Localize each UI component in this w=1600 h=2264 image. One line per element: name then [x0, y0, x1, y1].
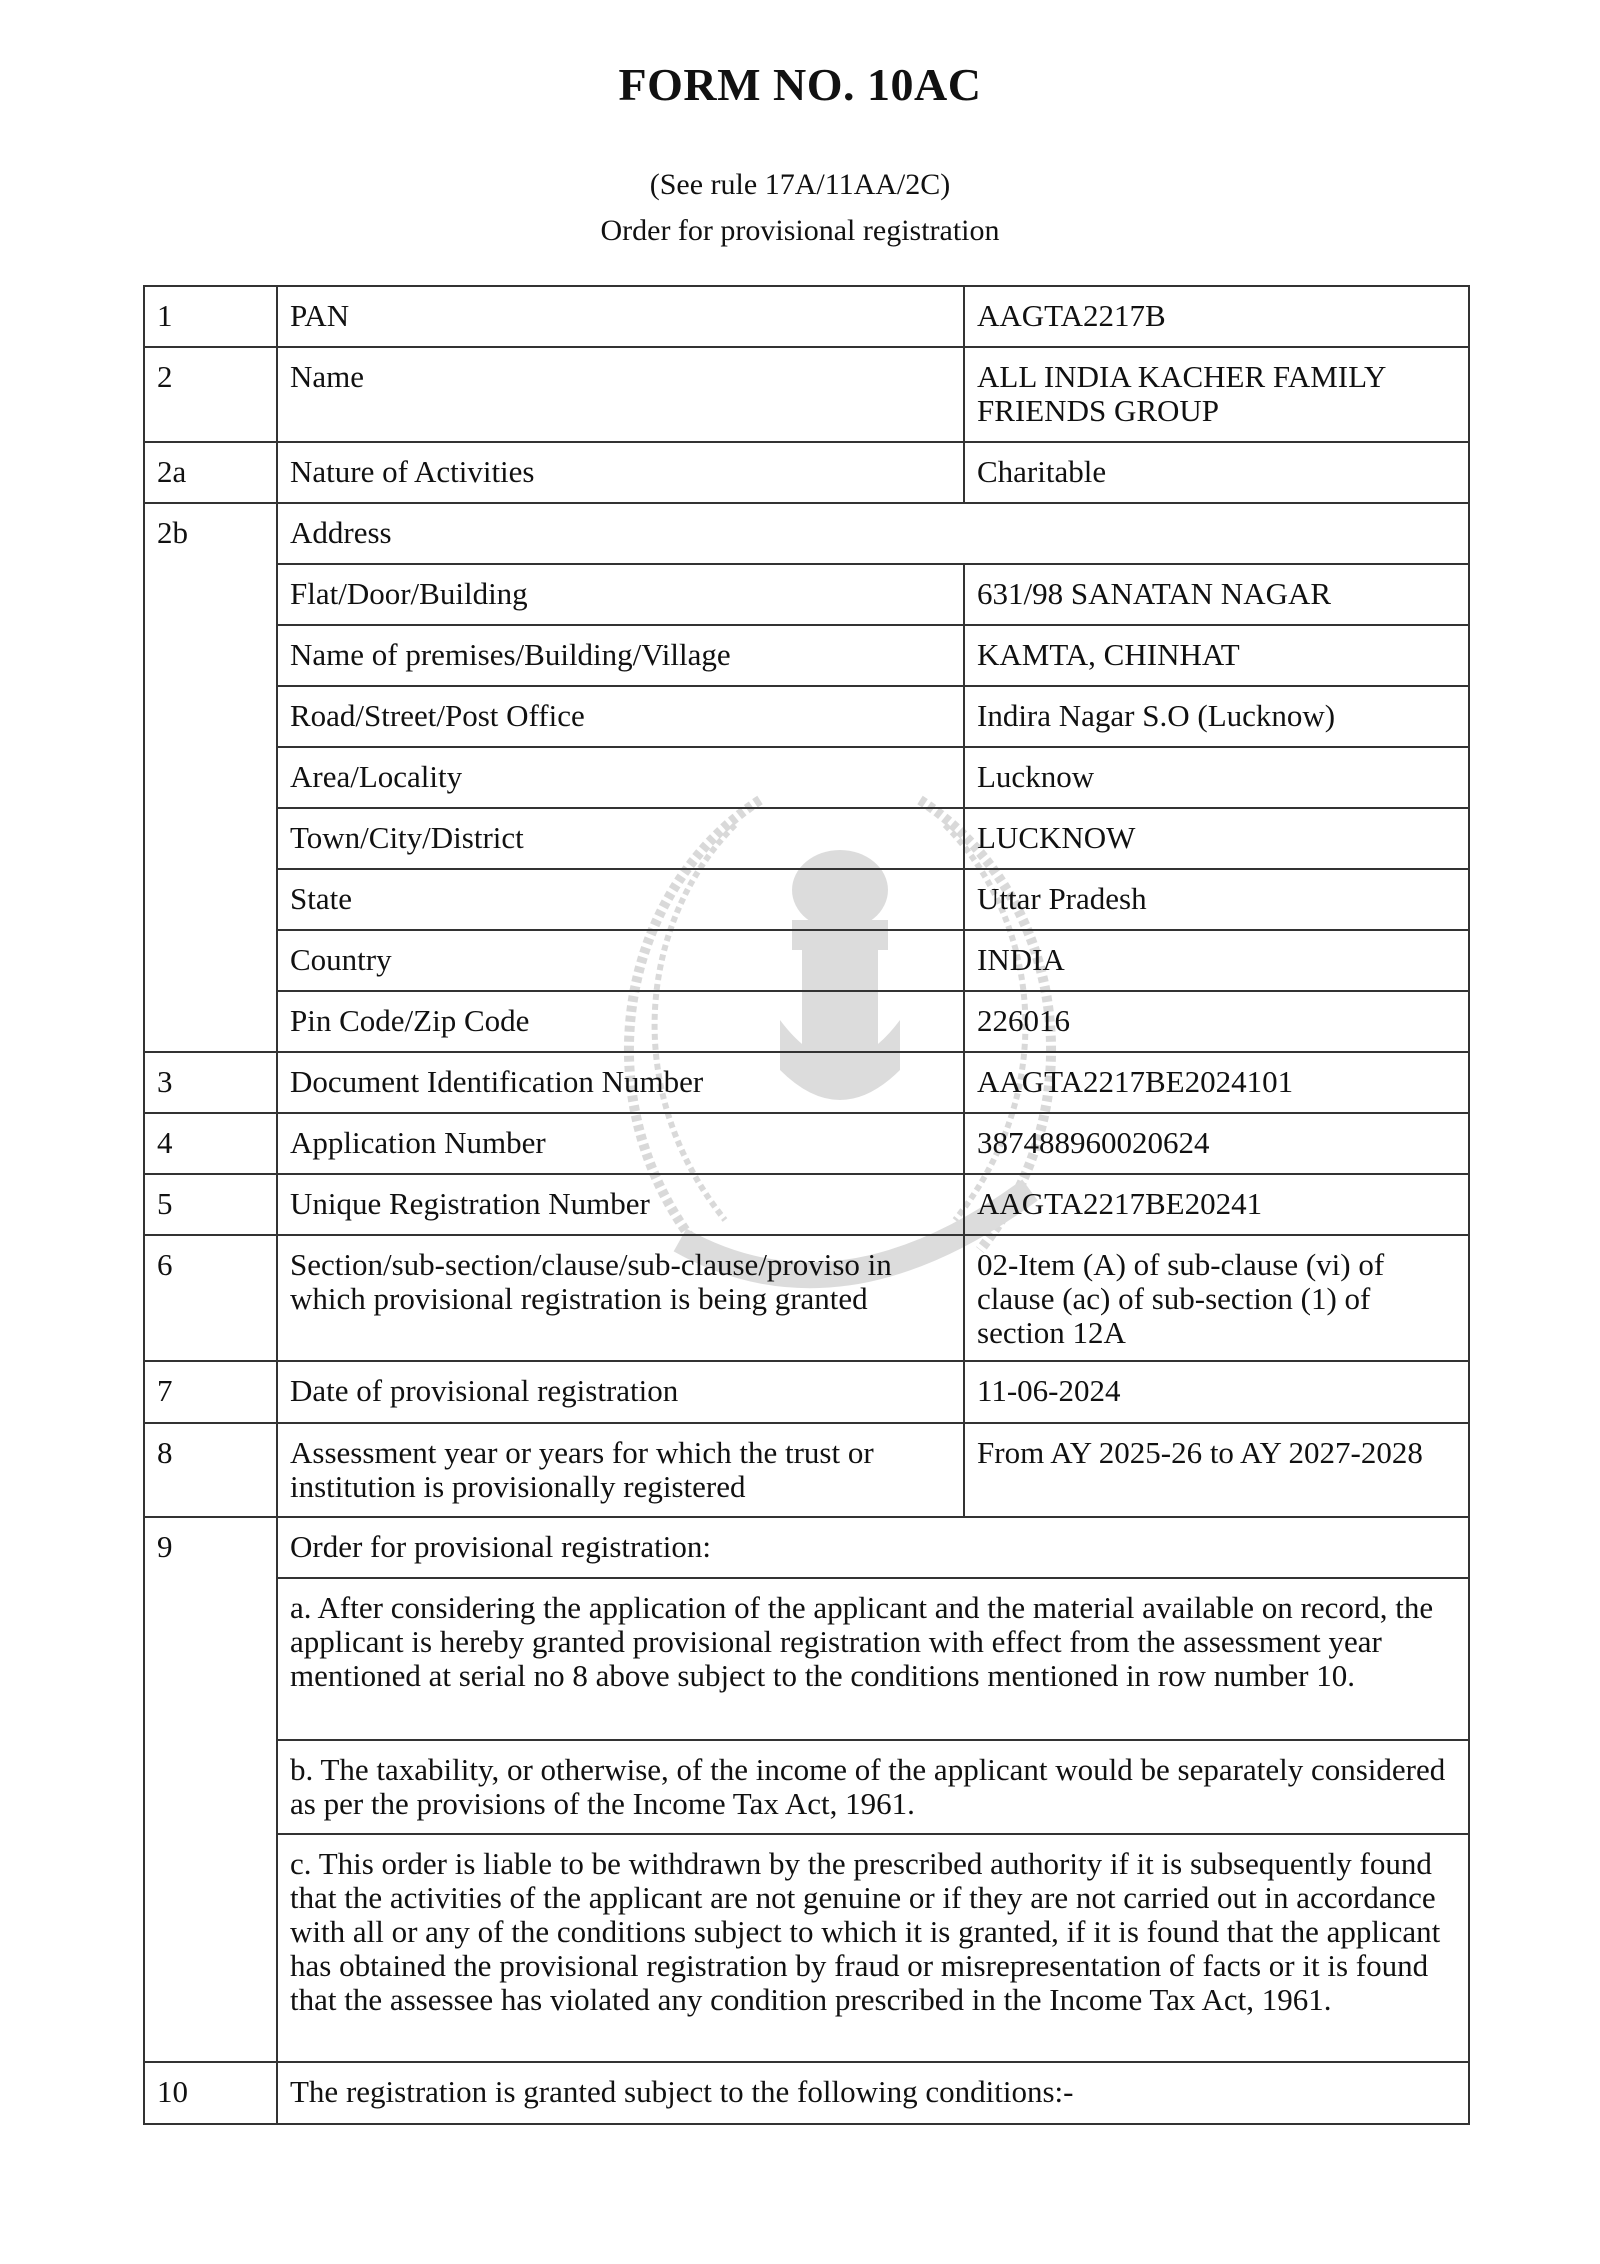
table-row-application-number	[144, 1113, 1469, 1174]
address-value: Indira Nagar S.O (Lucknow)	[964, 686, 1469, 747]
address-label: State	[277, 869, 964, 930]
table-row-section	[144, 1235, 1469, 1361]
row-number: 9	[144, 1517, 277, 2062]
table-row-date	[144, 1361, 1469, 1423]
address-row	[144, 869, 1469, 930]
row-number: 2a	[144, 442, 277, 503]
row-number: 10	[144, 2062, 277, 2124]
address-value: LUCKNOW	[964, 808, 1469, 869]
row-label: Name	[277, 347, 964, 442]
order-paragraph	[144, 1834, 1469, 2062]
row-label: Application Number	[277, 1113, 964, 1174]
address-value: 226016	[964, 991, 1469, 1052]
row-number: 7	[144, 1361, 277, 1423]
address-row	[144, 930, 1469, 991]
form-title: FORM NO. 10AC	[618, 59, 982, 110]
row-label: PAN	[277, 286, 964, 347]
date-value: 11-06-2024	[964, 1361, 1469, 1423]
address-row	[144, 686, 1469, 747]
row-label: Address	[277, 503, 1469, 564]
table-row-unique-registration-number	[144, 1174, 1469, 1235]
order-paragraph	[144, 1740, 1469, 1834]
rule-reference: (See rule 17A/11AA/2C)	[649, 168, 951, 201]
row-number: 4	[144, 1113, 277, 1174]
row-label: Unique Registration Number	[277, 1174, 964, 1235]
row-label: Nature of Activities	[277, 442, 964, 503]
address-label: Pin Code/Zip Code	[277, 991, 964, 1052]
form-subtitle: Order for provisional registration	[600, 214, 1000, 247]
assessment-years-value: From AY 2025-26 to AY 2027-2028	[964, 1423, 1469, 1517]
address-row	[144, 625, 1469, 686]
address-label: Flat/Door/Building	[277, 564, 964, 625]
row-label: Section/sub-section/clause/sub-clause/proviso in which provisional registration is being granted	[277, 1235, 964, 1361]
address-row	[144, 564, 1469, 625]
application-number-value: 387488960020624	[964, 1113, 1469, 1174]
row-label: Date of provisional registration	[277, 1361, 964, 1423]
row-label: The registration is granted subject to the following conditions:-	[277, 2062, 1469, 2124]
row-number: 8	[144, 1423, 277, 1517]
row-number: 2b	[144, 503, 277, 1052]
row-label: Order for provisional registration:	[277, 1517, 1469, 1578]
table-row-document-id	[144, 1052, 1469, 1113]
table-row-address	[144, 503, 1469, 564]
row-number: 6	[144, 1235, 277, 1361]
order-paragraph-a: a. After considering the application of the applicant and the material available on record, the applicant is hereby granted provisional registration with effect from the assessment year mentioned at serial no 8 above subject to the conditions mentioned in row number 10.	[277, 1578, 1469, 1740]
table-row-pan	[144, 286, 1469, 347]
document-id-value: AAGTA2217BE2024101	[964, 1052, 1469, 1113]
address-row	[144, 808, 1469, 869]
address-value: KAMTA, CHINHAT	[964, 625, 1469, 686]
section-value: 02-Item (A) of sub-clause (vi) of clause (ac) of sub-section (1) of section 12A	[964, 1235, 1469, 1361]
table-row-nature-of-activities	[144, 442, 1469, 503]
row-number: 1	[144, 286, 277, 347]
table-row-order	[144, 1517, 1469, 1578]
address-value: INDIA	[964, 930, 1469, 991]
address-value: Uttar Pradesh	[964, 869, 1469, 930]
table-row-name	[144, 347, 1469, 442]
pan-value: AAGTA2217B	[964, 286, 1469, 347]
address-label: Name of premises/Building/Village	[277, 625, 964, 686]
registration-table	[143, 285, 1470, 2125]
order-paragraph-c: c. This order is liable to be withdrawn by the prescribed authority if it is subsequently found that the activities of the applicant are not genuine or if they are not carried out in accordance with all or any of the conditions subject to which it is granted, if it is found that the applicant has obtained the provisional registration by fraud or misrepresentation of facts or it is found that the assessee has violated any condition prescribed in the Income Tax Act, 1961.	[277, 1834, 1469, 2062]
address-value: Lucknow	[964, 747, 1469, 808]
address-label: Town/City/District	[277, 808, 964, 869]
row-number: 2	[144, 347, 277, 442]
address-value: 631/98 SANATAN NAGAR	[964, 564, 1469, 625]
address-label: Country	[277, 930, 964, 991]
address-label: Road/Street/Post Office	[277, 686, 964, 747]
table-row-assessment-years	[144, 1423, 1469, 1517]
row-label: Document Identification Number	[277, 1052, 964, 1113]
row-number: 3	[144, 1052, 277, 1113]
row-label: Assessment year or years for which the trust or institution is provisionally registered	[277, 1423, 964, 1517]
row-number: 5	[144, 1174, 277, 1235]
order-paragraph-b: b. The taxability, or otherwise, of the income of the applicant would be separately considered as per the provisions of the Income Tax Act, 1961.	[277, 1740, 1469, 1834]
address-row	[144, 747, 1469, 808]
table-row-conditions	[144, 2062, 1469, 2124]
nature-value: Charitable	[964, 442, 1469, 503]
address-label: Area/Locality	[277, 747, 964, 808]
address-row	[144, 991, 1469, 1052]
registration-number-value: AAGTA2217BE20241	[964, 1174, 1469, 1235]
order-paragraph	[144, 1578, 1469, 1740]
name-value: ALL INDIA KACHER FAMILY FRIENDS GROUP	[964, 347, 1469, 442]
